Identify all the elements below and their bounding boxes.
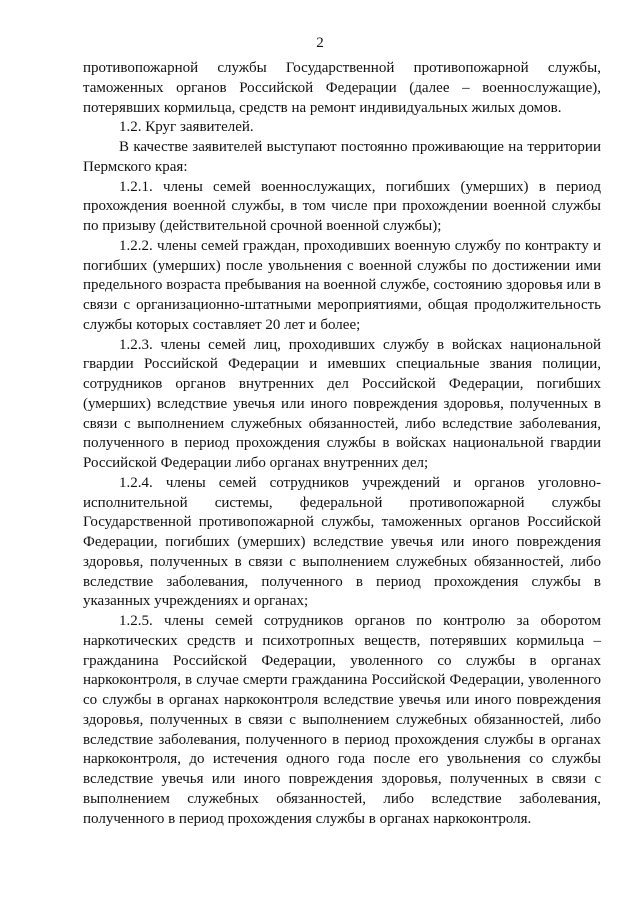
paragraph-1-2-3: 1.2.3. члены семей лиц, проходивших службу в войсках национальной гвардии Российской Федерации и имевших специальные звания полиции, сотрудников органов внутренних дел Российской Федерации, погибших (умерших) вследствие увечья или иного повреждения здоровья, полученных в связи с выполнением служебных обязанностей, либо вследствие заболевания, полученного в период прохождения службы в войсках национальной гвардии Российской Федерации либо органах внутренних дел; <box>83 336 601 471</box>
paragraph-intro-continuation: противопожарной службы Государственной противопожарной службы, таможенных органов Российской Федерации (далее – военнослужащие), потерявших кормильца, средств на ремонт индивидуальных жилых домов. <box>83 60 601 116</box>
paragraph-1-2-1: 1.2.1. члены семей военнослужащих, погибших (умерших) в период прохождения военной службы, в том числе при прохождении военной службы по призыву (действительной срочной военной службы); <box>83 178 601 234</box>
paragraph-applicants: В качестве заявителей выступают постоянно проживающие на территории Пермского края: <box>83 139 601 175</box>
section-heading-1-2: 1.2. Круг заявителей. <box>119 119 254 136</box>
document-body <box>83 59 601 829</box>
paragraph-1-2-4: 1.2.4. члены семей сотрудников учреждений и органов уголовно-исполнительной системы, федеральной противопожарной службы Государственной противопожарной службы, таможенных органов Российской Федерации, погибших (умерших) вследствие увечья или иного повреждения здоровья, полученных в связи с выполнением служебных обязанностей, либо вследствие заболевания, полученного в период прохождения службы в указанных учреждениях и органах; <box>83 474 601 610</box>
paragraph-1-2-5: 1.2.5. члены семей сотрудников органов по контролю за оборотом наркотических средств и психотропных веществ, потерявших кормильца – гражданина Российской Федерации, уволенного со службы в органах наркоконтроля, в случае смерти гражданина Российской Федерации, уволенного со службы в органах наркоконтроля вследствие увечья или иного повреждения здоровья, полученных в связи с выполнением служебных обязанностей, либо вследствие заболевания, полученного в период прохождения службы в органах наркоконтроля, до истечения одного года после его увольнения со службы вследствие увечья или иного повреждения здоровья, полученных в связи с выполнением служебных обязанностей, либо вследствие заболевания, полученного в период прохождения службы в органах наркоконтроля. <box>83 613 601 827</box>
paragraph-1-2-2: 1.2.2. члены семей граждан, проходивших военную службу по контракту и погибших (умерших) после увольнения с военной службы по достижении ими предельного возраста пребывания на военной службе, состоянию здоровья или в связи с организационно-штатными мероприятиями, общая продолжительность службы которых составляет 20 лет и более; <box>83 237 601 333</box>
page-number: 2 <box>316 35 324 51</box>
